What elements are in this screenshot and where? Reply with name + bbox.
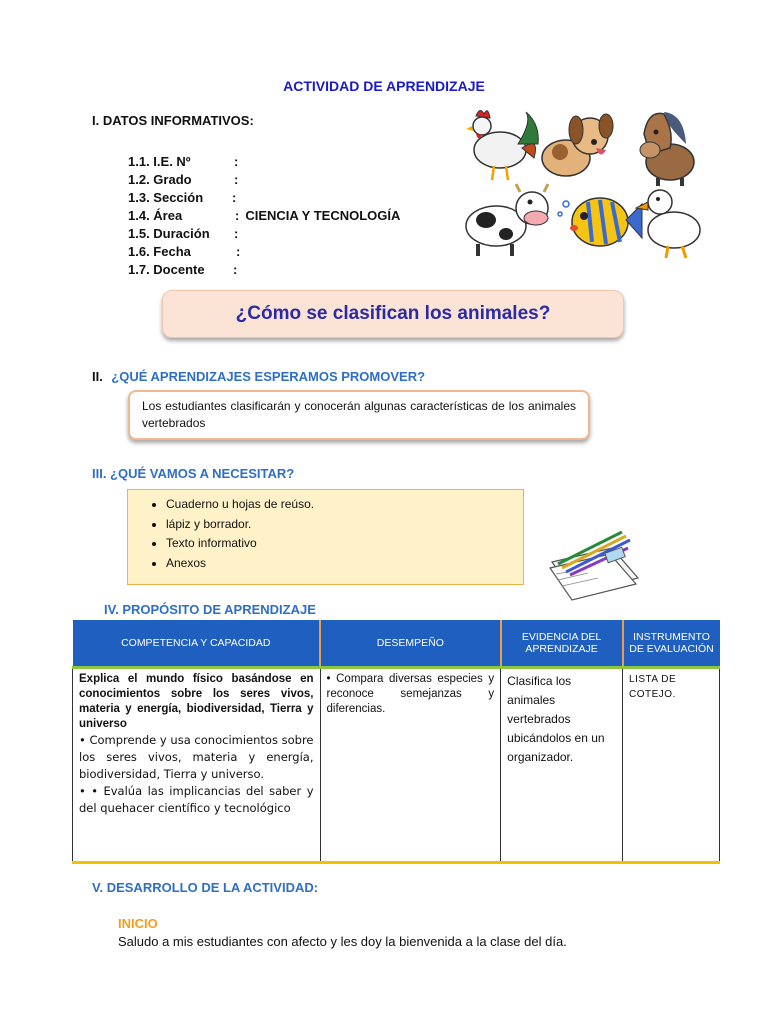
area-value: CIENCIA Y TECNOLOGÍA	[245, 208, 401, 223]
info-row-ie: 1.1. I.E. Nº :	[128, 154, 239, 169]
section3-heading: III. ¿QUÉ VAMOS A NECESITAR?	[92, 466, 295, 481]
table-header-row	[73, 620, 720, 668]
header-instrumento: INSTRUMENTO DE EVALUACIÓN	[623, 620, 720, 668]
materials-list	[146, 495, 523, 573]
section2-number: II.	[92, 369, 103, 384]
table-row	[73, 668, 720, 863]
cell-competencia	[73, 668, 321, 863]
list-item: • Anexos	[166, 554, 523, 574]
duck-icon	[636, 190, 700, 258]
competencia-text: Explica el mundo físico basándose en conocimientos sobre los seres vivos, materia y energía, biodiversidad, Tierra y universo	[79, 673, 314, 730]
list-item: • Cuaderno u hojas de reúso.	[166, 495, 523, 515]
list-item: • lápiz y borrador.	[166, 515, 523, 535]
info-row-duracion: 1.5. Duración :	[128, 226, 239, 241]
capacidad-1: • Comprende y usa conocimientos sobre los seres vivos, materia y energía, biodiversidad, Tierra y universo.	[79, 733, 314, 781]
notebook-pencils-illustration	[538, 522, 644, 604]
materials-box	[127, 489, 524, 585]
info-row-area: 1.4. Área : CIENCIA Y TECNOLOGÍA	[128, 208, 400, 226]
dog-icon	[542, 114, 613, 176]
info-list	[128, 154, 400, 280]
question-banner	[162, 290, 624, 338]
inicio-heading: INICIO	[118, 916, 158, 931]
info-row-grado: 1.2. Grado :	[128, 172, 239, 187]
cell-desempeno	[320, 668, 501, 863]
desempeno-text: • Compara diversas especies y reconoce semejanzas y diferencias.	[326, 673, 495, 715]
purpose-table	[72, 620, 720, 864]
section4-heading: IV. PROPÓSITO DE APRENDIZAJE	[104, 602, 316, 617]
info-row-fecha: 1.6. Fecha :	[128, 244, 241, 259]
section1-heading: I. DATOS INFORMATIVOS:	[92, 113, 254, 128]
section2-title: ¿QUÉ APRENDIZAJES ESPERAMOS PROMOVER?	[111, 369, 426, 384]
header-evidencia: EVIDENCIA DEL APRENDIZAJE	[501, 620, 623, 668]
learning-goal-box	[128, 390, 590, 440]
cow-icon	[466, 184, 548, 256]
animals-illustration	[460, 104, 710, 262]
learning-goal-text: Los estudiantes clasificarán y conocerán algunas características de los animales vertebrados	[142, 399, 576, 430]
header-competencia: COMPETENCIA Y CAPACIDAD	[73, 620, 321, 668]
instrumento-text: LISTA DE COTEJO.	[629, 674, 677, 700]
section2-heading	[92, 368, 425, 386]
evidencia-text: Clasifica los animales vertebrados ubicándolos en un organizador.	[507, 674, 605, 764]
capacidad-2: • • Evalúa las implicancias del saber y del quehacer científico y tecnológico	[79, 784, 314, 815]
info-row-docente: 1.7. Docente :	[128, 262, 238, 277]
cell-evidencia	[501, 668, 623, 863]
cell-instrumento	[623, 668, 720, 863]
fish-icon	[558, 198, 642, 246]
header-desempeno: DESEMPEÑO	[320, 620, 501, 668]
info-row-seccion: 1.3. Sección :	[128, 190, 237, 205]
rooster-icon	[466, 110, 538, 180]
list-item: • Texto informativo	[166, 534, 523, 554]
horse-icon	[640, 112, 694, 186]
page-title: ACTIVIDAD DE APRENDIZAJE	[283, 78, 485, 94]
banner-text: ¿Cómo se clasifican los animales?	[235, 303, 551, 324]
inicio-text: Saludo a mis estudiantes con afecto y les doy la bienvenida a la clase del día.	[118, 934, 567, 949]
section5-heading: V. DESARROLLO DE LA ACTIVIDAD:	[92, 880, 319, 895]
